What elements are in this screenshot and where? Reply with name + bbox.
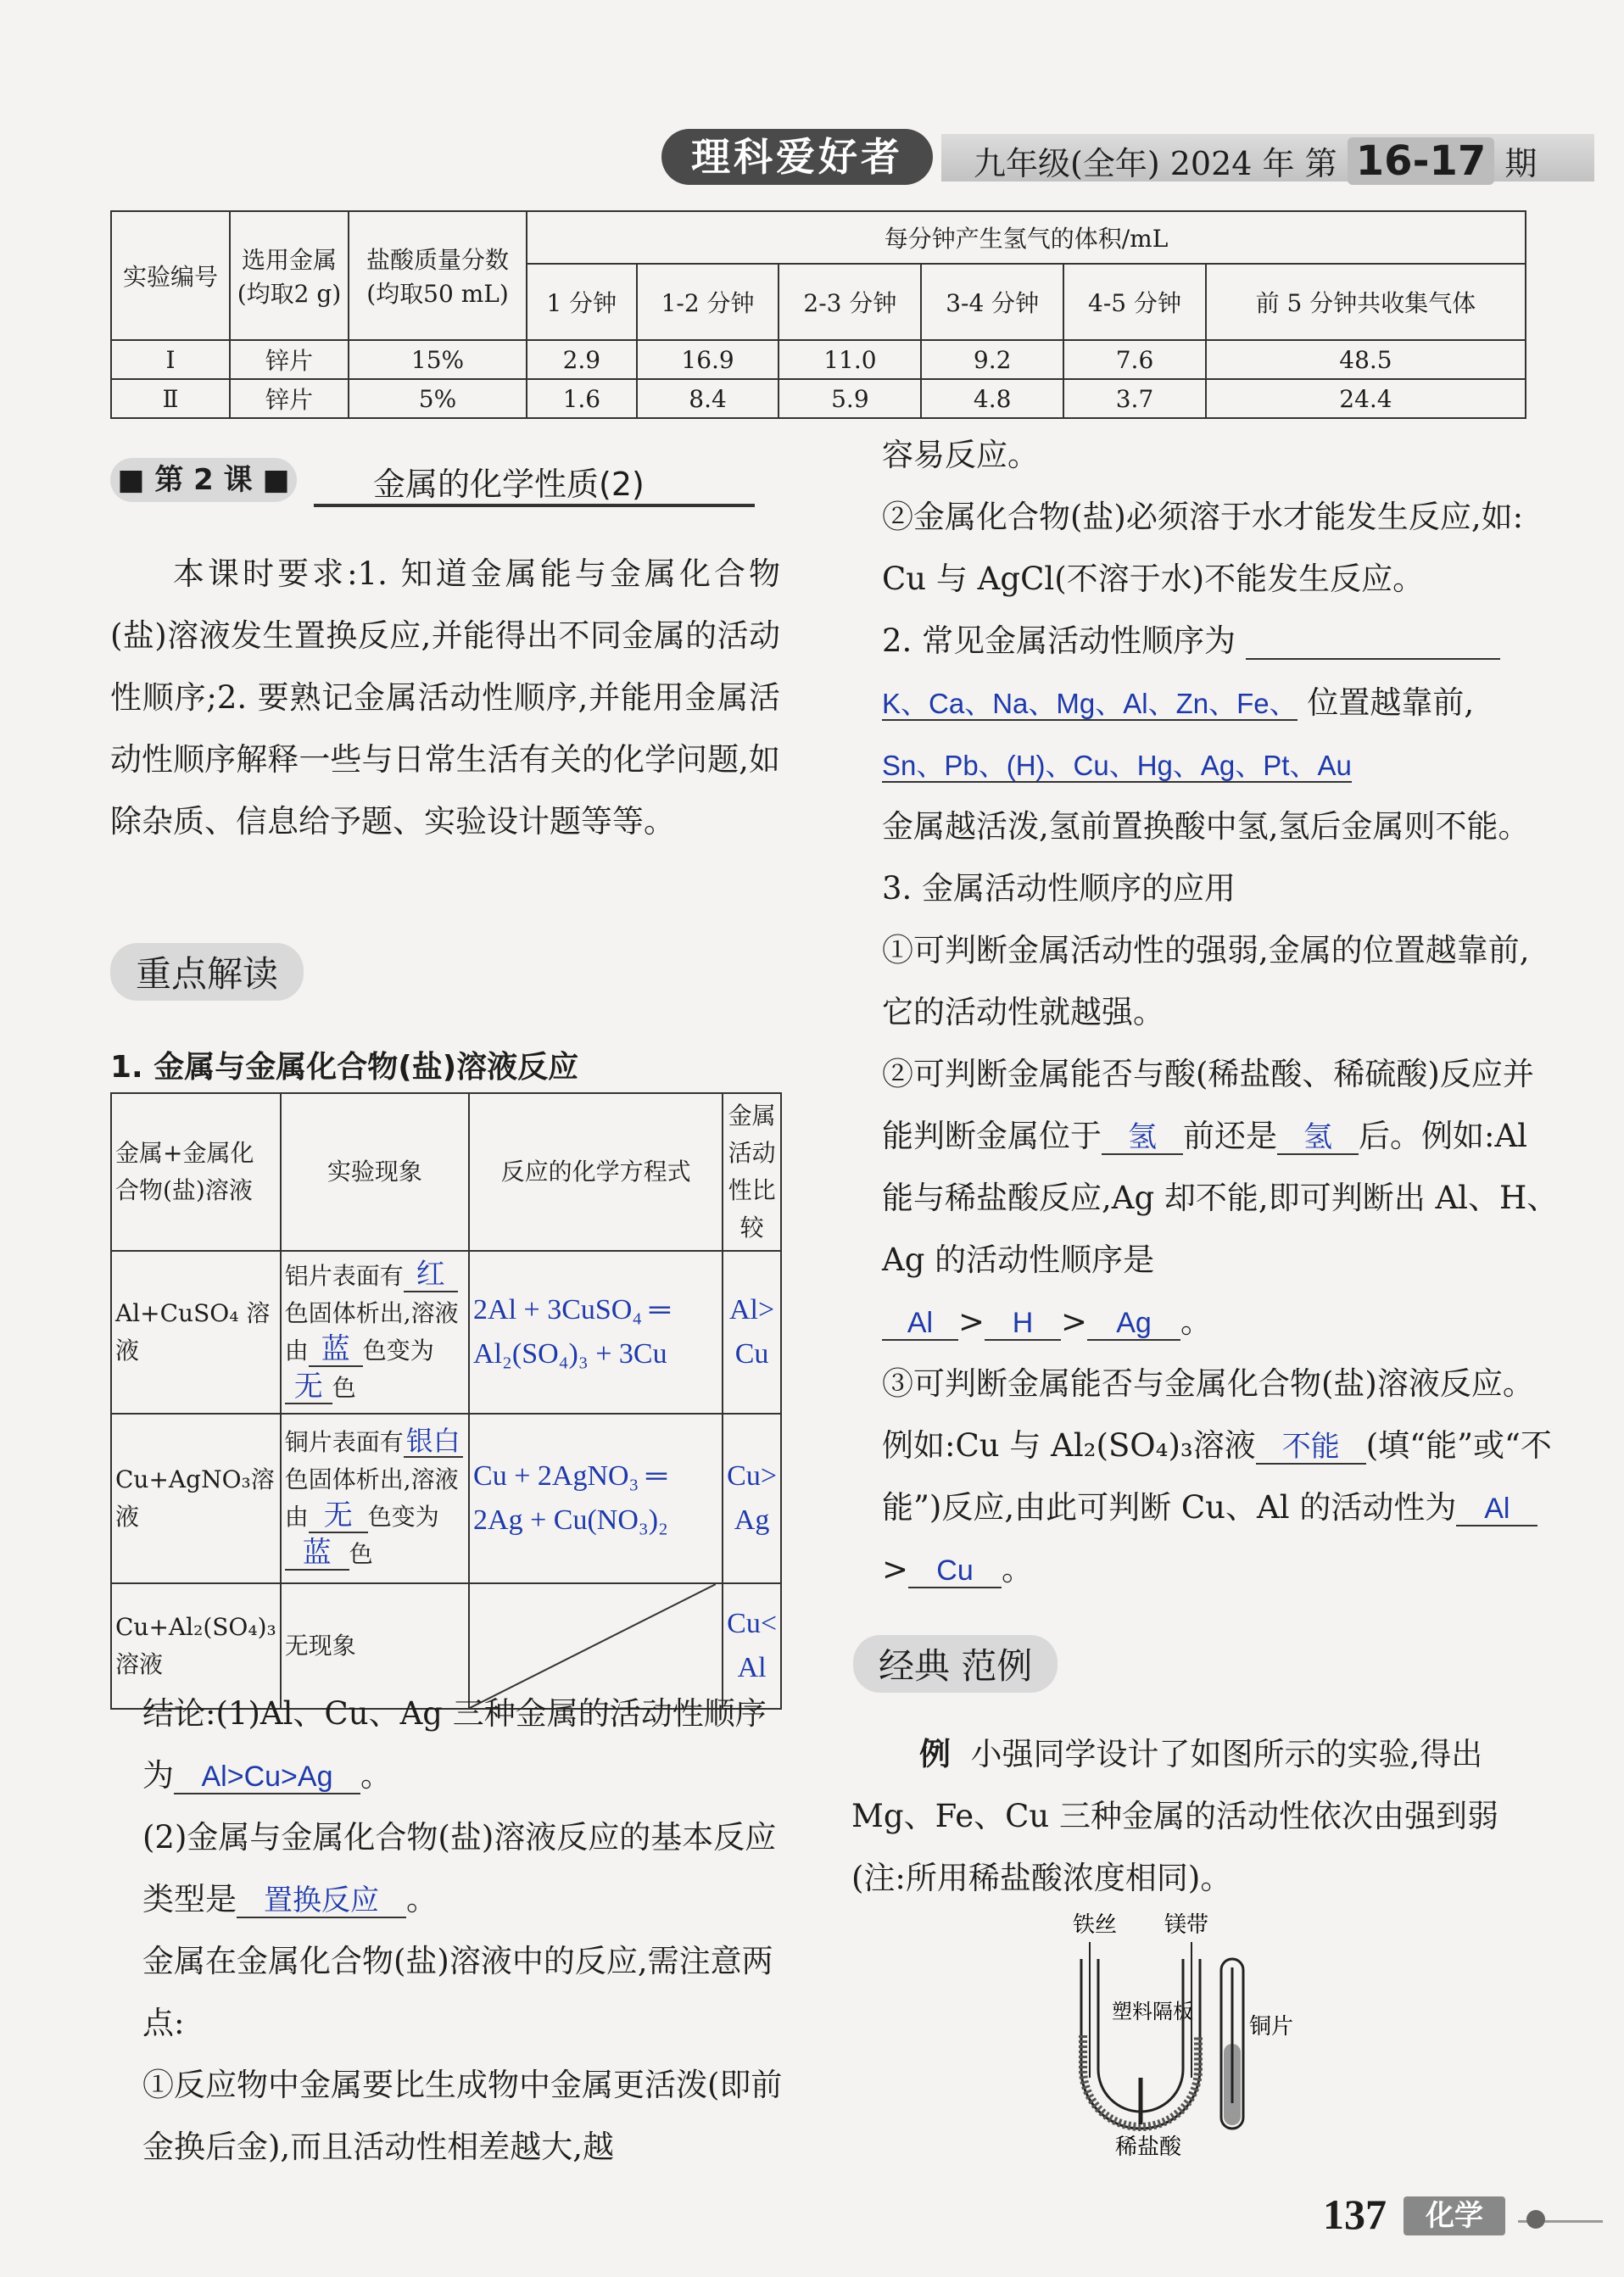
activity-order	[882, 610, 1560, 857]
cell: 16.9	[637, 340, 779, 379]
page-number: 137	[1323, 2190, 1387, 2238]
activity-line: Cu>	[727, 1460, 777, 1492]
text: (填“能”或“不能”)反应,由此可判断 Cu、Al 的活动性为	[882, 1427, 1552, 1526]
cell: 24.4	[1206, 379, 1526, 418]
text: 色固体析出,溶液由	[284, 1299, 459, 1365]
th-col: 1 分钟	[527, 264, 637, 340]
cell: Al+CuSO₄ 溶液	[111, 1251, 281, 1414]
reaction-type	[142, 1806, 787, 1930]
note-1-cont: 容易反应。	[882, 437, 1039, 473]
text: >	[958, 1303, 985, 1340]
answer-blank: Ag	[1087, 1309, 1180, 1341]
cell: 7.6	[1063, 340, 1206, 379]
lesson-title: 金属的化学性质(2)	[373, 466, 645, 503]
th-col: 2-3 分钟	[779, 264, 921, 340]
answer-blank: Cu	[908, 1556, 1002, 1588]
year: 2024	[1169, 145, 1253, 182]
activity-cell	[723, 1414, 781, 1583]
equation-line: 2Ag + Cu(NO₃)₂	[473, 1504, 668, 1536]
answer-blank: 氢	[1277, 1123, 1359, 1155]
table-row	[111, 340, 1526, 379]
cell: 无现象	[281, 1583, 469, 1709]
answer-blank: 不能	[1256, 1432, 1366, 1465]
equation-cell	[469, 1251, 723, 1414]
cell: 锌片	[230, 340, 349, 379]
answer-blank: 红	[404, 1260, 458, 1292]
text: 。	[1180, 1303, 1213, 1340]
th-group: 每分钟产生氢气的体积/mL	[527, 211, 1526, 264]
text: >	[882, 1551, 909, 1588]
answer-blank: Al	[882, 1309, 958, 1341]
issue-info	[974, 137, 1537, 185]
equation-line: Cu + 2AgNO₃ ═	[473, 1460, 667, 1492]
application-2	[882, 1043, 1560, 1353]
example-text	[851, 1723, 1530, 1909]
th: 金属活动性比较	[723, 1093, 781, 1251]
application-3	[882, 1353, 1560, 1600]
hydrogen-volume-table	[110, 210, 1526, 419]
experiment-figure	[1064, 1908, 1336, 2163]
note-1: ①反应物中金属要比生成物中金属更活泼(即前金换后金),而且活动性相差越大,越	[142, 2067, 783, 2165]
text: 色	[349, 1540, 373, 1568]
classic-example-tag: 经典 范例	[853, 1635, 1058, 1693]
text: 。	[406, 1881, 438, 1917]
answer-blank: 无	[309, 1501, 368, 1533]
cell: 9.2	[921, 340, 1063, 379]
label-iron-wire: 铁丝	[1073, 1912, 1118, 1938]
text: ②可判断金属能否与酸(稀盐酸、稀硫酸)反应并能判断金属位于	[882, 1056, 1534, 1154]
cell: 1.6	[527, 379, 637, 418]
cell: 2.9	[527, 340, 637, 379]
th-col: 1-2 分钟	[637, 264, 779, 340]
text: 后。例如:Al 能与稀盐酸反应,Ag 却不能,即可判断出 Al、H、Ag 的活动性顺序是	[882, 1118, 1559, 1278]
answer-blank: 银白	[404, 1427, 463, 1458]
answer-blank: 无	[285, 1372, 332, 1404]
text: 金属越活泼,氢前置换酸中氢,氢后金属则不能。	[882, 808, 1530, 845]
answer-blank: 蓝	[285, 1538, 349, 1571]
application-heading: 3. 金属活动性顺序的应用	[882, 870, 1236, 907]
text: 小强同学设计了如图所示的实验,得出 Mg、Fe、Cu 三种金属的活动性依次由强到弱(注:所用稀盐酸浓度相同)。	[851, 1736, 1499, 1896]
th-metal: 选用金属(均取2 g)	[230, 211, 349, 340]
cell: 8.4	[637, 379, 779, 418]
activity-line: Al	[737, 1652, 767, 1683]
label-magnesium: 镁带	[1164, 1912, 1209, 1938]
th-id: 实验编号	[111, 211, 230, 340]
text: 位置越靠前,	[1307, 684, 1475, 721]
answer-blank: 置换反应	[237, 1886, 406, 1918]
th-col: 前 5 分钟共收集气体	[1206, 264, 1526, 340]
table-row	[111, 379, 1526, 418]
issue-suffix: 期	[1504, 145, 1537, 182]
th-col: 4-5 分钟	[1063, 264, 1206, 340]
lesson-badge: ■ 第 2 课 ■	[110, 458, 297, 502]
phenomenon-cell	[281, 1414, 469, 1583]
left-column-text	[142, 1683, 787, 2178]
reaction-table	[110, 1092, 782, 1710]
footer-dot	[1526, 2210, 1545, 2229]
table-row	[111, 1251, 781, 1414]
answer-blank: Al>Cu>Ag	[174, 1762, 360, 1794]
application-1: ①可判断金属活动性的强弱,金属的位置越靠前,它的活动性就越强。	[882, 932, 1530, 1030]
cell: 11.0	[779, 340, 921, 379]
year-unit: 年	[1262, 145, 1295, 182]
issue-prefix: 第	[1304, 145, 1337, 182]
phenomenon-cell	[281, 1251, 469, 1414]
cell: Ⅰ	[111, 340, 230, 379]
text: 色变为	[362, 1337, 434, 1365]
magazine-banner: 理科爱好者	[661, 129, 933, 185]
subject-tag: 化学	[1404, 2196, 1505, 2235]
text: 结论:(1)Al、Cu、Ag 三种金属的活动性顺序为	[142, 1695, 767, 1794]
lesson-requirement: 本课时要求:1. 知道金属能与金属化合物(盐)溶液发生置换反应,并能得出不同金属的活动性顺序;2. 要熟记金属活动性顺序,并能用金属活动性顺序解释一些与日常生活有关的化学问题,如除杂质、信息给予题、实验设计题等等。	[110, 555, 780, 840]
key-points-tag: 重点解读	[110, 943, 304, 1001]
text: 。	[360, 1757, 392, 1794]
note-2b: Cu 与 AgCl(不溶于水)不能发生反应。	[882, 561, 1425, 597]
answer-blank: H	[985, 1309, 1061, 1341]
text: >	[1061, 1303, 1088, 1340]
text: 。	[1002, 1551, 1034, 1588]
th: 金属+金属化合物(盐)溶液	[111, 1093, 281, 1251]
label-copper: 铜片	[1249, 2014, 1294, 2040]
table-row	[111, 1414, 781, 1583]
activity-line: Ag	[734, 1504, 770, 1536]
text: 色固体析出,溶液由	[284, 1465, 459, 1531]
issue-number: 16-17	[1348, 137, 1495, 185]
conclusion	[142, 1683, 787, 1806]
activity-cell	[723, 1251, 781, 1414]
note-2: ②金属化合物(盐)必须溶于水才能发生反应,如:	[882, 499, 1524, 535]
text: ③可判断金属能否与金属化合物(盐)溶液反应。例如:Cu 与 Al₂(SO₄)₃溶液	[882, 1365, 1534, 1464]
th-col: 3-4 分钟	[921, 264, 1063, 340]
text: 色变为	[367, 1503, 439, 1531]
example-label: 例	[919, 1735, 951, 1772]
equation-line: 2Al + 3CuSO₄ ═	[473, 1294, 670, 1325]
cell: 锌片	[230, 379, 349, 418]
answer-blank: Sn、Pb、(H)、Cu、Hg、Ag、Pt、Au	[882, 750, 1352, 781]
text: (2)金属与金属化合物(盐)溶液反应的基本反应类型是	[142, 1819, 777, 1917]
th: 反应的化学方程式	[469, 1093, 723, 1251]
text: 2. 常见金属活动性顺序为	[882, 622, 1236, 659]
text: 铜片表面有	[284, 1428, 404, 1456]
cell: 48.5	[1206, 340, 1526, 379]
answer-blank: 氢	[1102, 1123, 1183, 1155]
text: 铝片表面有	[284, 1262, 404, 1290]
grade: 九年级(全年)	[974, 145, 1160, 182]
answer-blank: 蓝	[309, 1335, 363, 1367]
cell: Cu+AgNO₃溶液	[111, 1414, 281, 1583]
th-acid: 盐酸质量分数(均取50 mL)	[349, 211, 527, 340]
activity-line: Cu	[734, 1338, 769, 1370]
cell: 4.8	[921, 379, 1063, 418]
cell: Ⅱ	[111, 379, 230, 418]
cell: 15%	[349, 340, 527, 379]
cell: 5.9	[779, 379, 921, 418]
right-column-text	[882, 424, 1560, 1600]
cell: 3.7	[1063, 379, 1206, 418]
answer-blank: Al	[1456, 1494, 1537, 1526]
text: 前还是	[1183, 1118, 1277, 1154]
label-partition: 塑料隔板	[1112, 2000, 1193, 2023]
note-intro: 金属在金属化合物(盐)溶液中的反应,需注意两点:	[142, 1943, 773, 2041]
answer-blank: K、Ca、Na、Mg、Al、Zn、Fe、	[882, 688, 1298, 719]
text: 色	[332, 1374, 356, 1402]
equation-line: Al₂(SO₄)₃ + 3Cu	[473, 1338, 667, 1370]
cell: Cu+Al₂(SO₄)₃溶液	[111, 1583, 281, 1709]
label-acid: 稀盐酸	[1115, 2135, 1182, 2160]
th: 实验现象	[281, 1093, 469, 1251]
activity-line: Al>	[728, 1294, 775, 1325]
subheading-1: 1. 金属与金属化合物(盐)溶液反应	[110, 1050, 579, 1085]
cell: 5%	[349, 379, 527, 418]
equation-cell	[469, 1414, 723, 1583]
activity-line: Cu<	[727, 1608, 777, 1639]
